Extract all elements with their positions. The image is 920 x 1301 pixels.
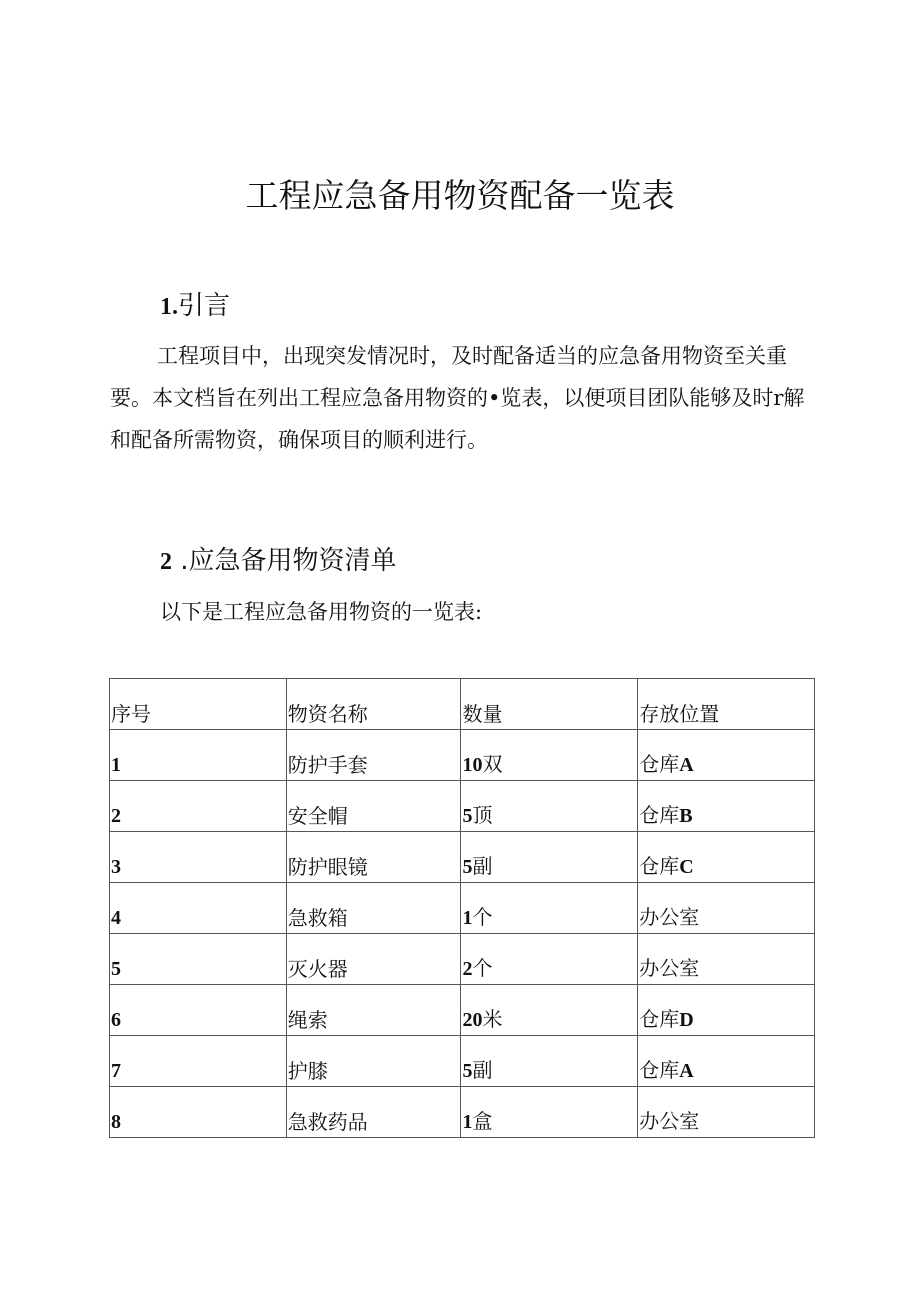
location-code: D (679, 1009, 694, 1031)
location-text: 办公室 (639, 1109, 700, 1133)
table-row (110, 730, 815, 781)
supplies-table (109, 678, 815, 1138)
section-heading-intro (160, 285, 230, 322)
item-location (638, 1087, 815, 1138)
section-number: 2 (160, 549, 172, 575)
item-location (638, 934, 815, 985)
row-number (110, 1036, 287, 1087)
quantity-unit: 双 (482, 752, 503, 776)
header-cell: 存放位置 (638, 679, 815, 730)
section-number: 1. (160, 294, 178, 320)
item-name: 防护眼镜 (286, 832, 461, 883)
item-name: 防护手套 (286, 730, 461, 781)
location-code: B (679, 805, 693, 827)
row-number (110, 730, 287, 781)
header-cell: 序号 (110, 679, 287, 730)
quantity-number: 5 (462, 1060, 473, 1082)
quantity-number: 5 (462, 805, 473, 827)
location-text: 仓库 (639, 1007, 680, 1031)
quantity-number: 1 (462, 1111, 473, 1133)
quantity-unit: 个 (472, 905, 493, 929)
table-header-row (110, 679, 815, 730)
row-number (110, 883, 287, 934)
table-row (110, 1036, 815, 1087)
header-cell: 物资名称 (286, 679, 461, 730)
table-row (110, 1087, 815, 1138)
row-number-value: 2 (111, 805, 121, 827)
section-title: .应急备用物资清单 (172, 546, 397, 576)
item-quantity (461, 730, 638, 781)
row-number-value: 1 (111, 754, 121, 776)
row-number-value: 3 (111, 856, 121, 878)
location-text: 办公室 (639, 905, 700, 929)
item-quantity (461, 883, 638, 934)
row-number (110, 985, 287, 1036)
page-title: 工程应急备用物资配备一览表 (245, 176, 675, 215)
quantity-number: 20 (462, 1009, 483, 1031)
location-code: A (679, 1060, 694, 1082)
table-row (110, 832, 815, 883)
item-quantity (461, 832, 638, 883)
quantity-unit: 米 (482, 1007, 503, 1031)
row-number-value: 5 (111, 958, 121, 980)
row-number-value: 6 (111, 1009, 121, 1031)
item-quantity (461, 781, 638, 832)
item-quantity (461, 1036, 638, 1087)
table-row (110, 781, 815, 832)
item-quantity (461, 1087, 638, 1138)
quantity-unit: 副 (472, 1058, 493, 1082)
item-name: 急救箱 (286, 883, 461, 934)
list-lead-text: 以下是工程应急备用物资的一览表: (160, 600, 483, 624)
item-name: 急救药品 (286, 1087, 461, 1138)
table-row (110, 934, 815, 985)
row-number-value: 8 (111, 1111, 121, 1133)
row-number (110, 1087, 287, 1138)
location-code: A (679, 754, 694, 776)
table-row (110, 883, 815, 934)
table-row (110, 985, 815, 1036)
item-location (638, 781, 815, 832)
row-number-value: 7 (111, 1060, 121, 1082)
location-text: 仓库 (639, 1058, 680, 1082)
item-name: 绳索 (286, 985, 461, 1036)
item-name: 安全帽 (286, 781, 461, 832)
quantity-unit: 个 (472, 956, 493, 980)
section-heading-list (160, 540, 397, 577)
quantity-unit: 副 (472, 854, 493, 878)
row-number-value: 4 (111, 907, 121, 929)
location-text: 仓库 (639, 803, 680, 827)
section-title: 引言 (178, 291, 231, 321)
item-location (638, 985, 815, 1036)
location-text: 办公室 (639, 956, 700, 980)
quantity-number: 10 (462, 754, 483, 776)
intro-paragraph: 工程项目中，出现突发情况时，及时配备适当的应急备用物资至关重要。本文档旨在列出工程应急备用物资的•览表，以便项目团队能够及时r解和配备所需物资，确保项目的顺利进行。 (110, 344, 805, 452)
item-name: 护膝 (286, 1036, 461, 1087)
quantity-number: 1 (462, 907, 473, 929)
item-name: 灭火器 (286, 934, 461, 985)
quantity-unit: 顶 (472, 803, 493, 827)
location-text: 仓库 (639, 854, 680, 878)
item-location (638, 730, 815, 781)
item-location (638, 883, 815, 934)
location-code: C (679, 856, 694, 878)
item-location (638, 832, 815, 883)
item-location (638, 1036, 815, 1087)
row-number (110, 832, 287, 883)
item-quantity (461, 934, 638, 985)
row-number (110, 934, 287, 985)
quantity-number: 2 (462, 958, 473, 980)
quantity-unit: 盒 (472, 1109, 493, 1133)
header-cell: 数量 (461, 679, 638, 730)
item-quantity (461, 985, 638, 1036)
location-text: 仓库 (639, 752, 680, 776)
table-body (110, 730, 815, 1138)
row-number (110, 781, 287, 832)
quantity-number: 5 (462, 856, 473, 878)
